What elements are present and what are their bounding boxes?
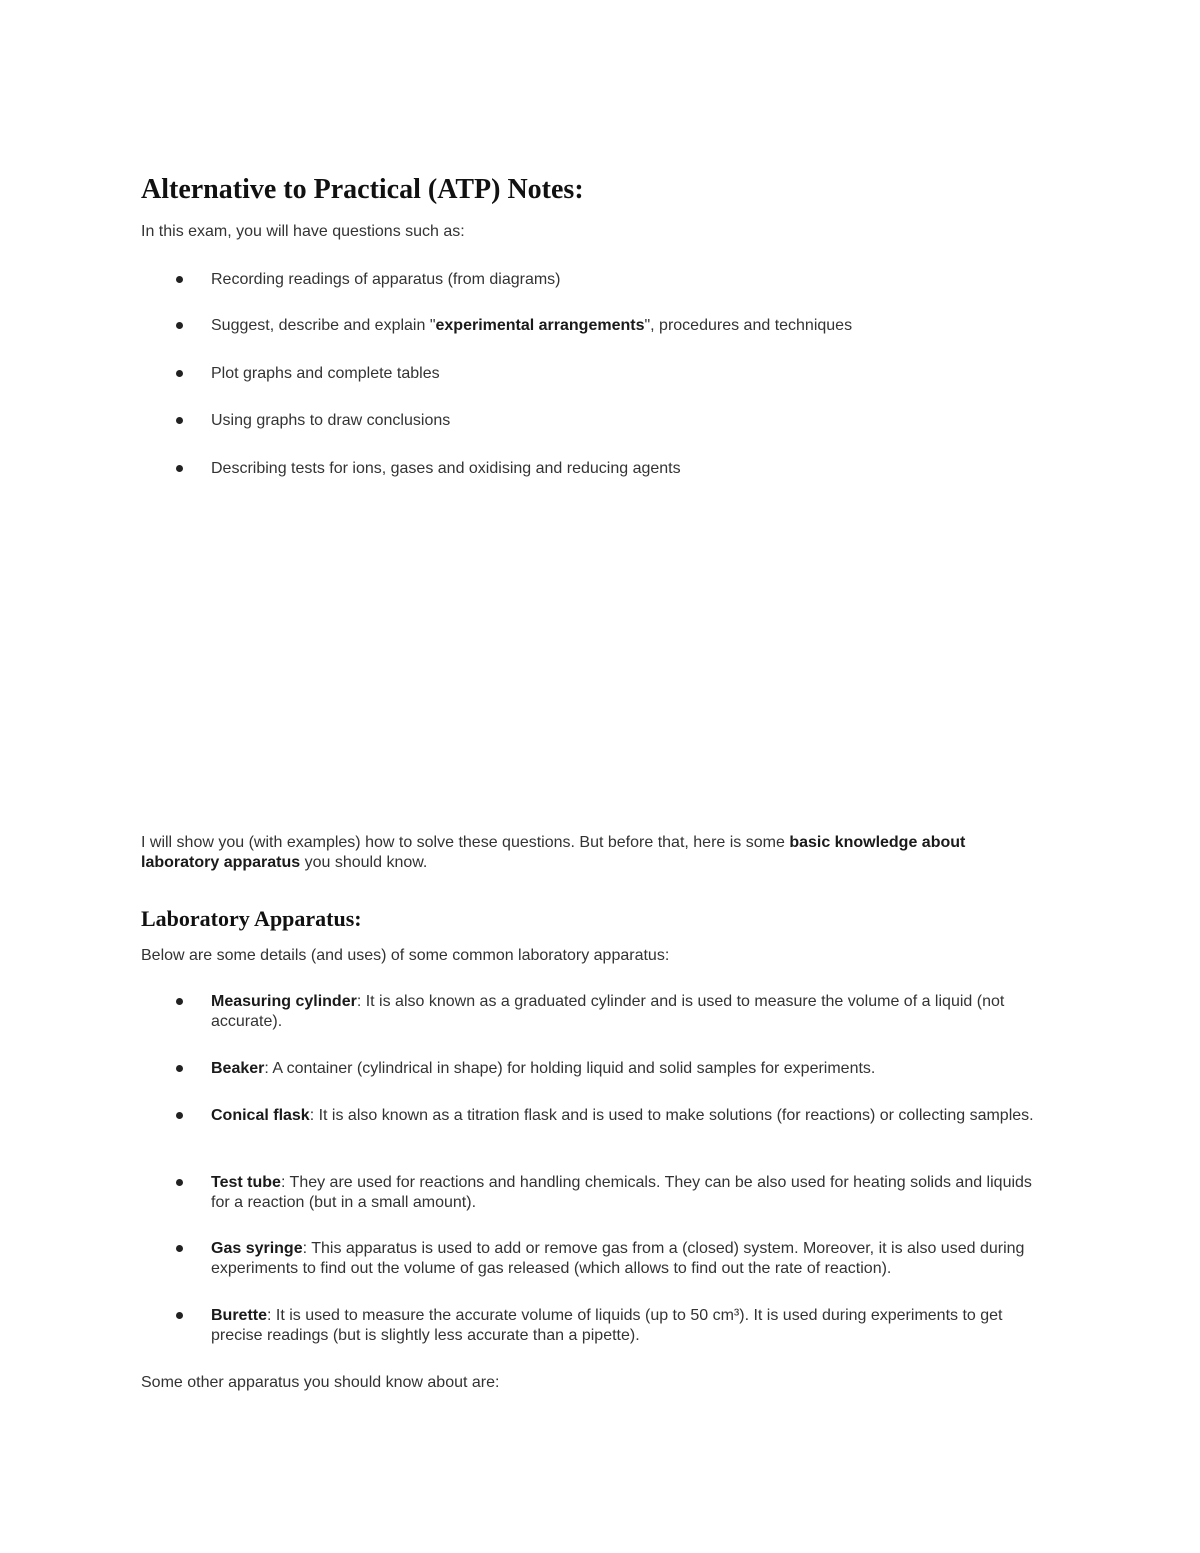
list-item-text: Recording readings of apparatus (from diagrams) bbox=[211, 271, 561, 288]
bullet-icon bbox=[176, 998, 183, 1005]
bullet-icon bbox=[176, 1112, 183, 1119]
bullet-icon bbox=[176, 1065, 183, 1072]
bullet-icon bbox=[176, 465, 183, 472]
bullet-icon bbox=[176, 276, 183, 283]
closing-text: Some other apparatus you should know about are: bbox=[141, 1374, 500, 1391]
list-item-text: Suggest, describe and explain "experimental arrangements", procedures and techniques bbox=[211, 317, 853, 334]
bullet-icon bbox=[176, 417, 183, 424]
bullet-icon bbox=[176, 1179, 183, 1186]
bullet-icon bbox=[176, 322, 183, 329]
list-item-text: Measuring cylinder: It is also known as a graduated cylinder and is used to measure the volume of a liquid (not accurate). bbox=[211, 993, 1005, 1030]
transition-text: I will show you (with examples) how to solve these questions. But before that, here is some basic knowledge about laboratory apparatus you should know. bbox=[141, 834, 966, 871]
bullet-icon bbox=[176, 1245, 183, 1252]
lab-intro-text: Below are some details (and uses) of some common laboratory apparatus: bbox=[141, 947, 670, 964]
section-heading-lab-apparatus: Laboratory Apparatus: bbox=[141, 906, 362, 931]
bullet-icon bbox=[176, 370, 183, 377]
list-item-text: Burette: It is used to measure the accurate volume of liquids (up to 50 cm³). It is used during experiments to get precise readings (but is slightly less accurate than a pipette). bbox=[211, 1307, 1003, 1344]
list-item-text: Beaker: A container (cylindrical in shape) for holding liquid and solid samples for experiments. bbox=[211, 1060, 876, 1077]
main-heading: Alternative to Practical (ATP) Notes: bbox=[141, 174, 584, 205]
intro-text: In this exam, you will have questions such as: bbox=[141, 223, 465, 240]
list-item-text: Gas syringe: This apparatus is used to add or remove gas from a (closed) system. Moreover, it is also used during experiments to find out the volume of gas released (which allows to find out the rate of reaction). bbox=[211, 1240, 1025, 1277]
list-item-text: Conical flask: It is also known as a titration flask and is used to make solutions (for reactions) or collecting samples. bbox=[211, 1107, 1034, 1124]
list-item-text: Plot graphs and complete tables bbox=[211, 365, 440, 382]
list-item-text: Test tube: They are used for reactions and handling chemicals. They can be also used for heating solids and liquids for a reaction (but in a small amount). bbox=[211, 1174, 1032, 1211]
list-item-text: Using graphs to draw conclusions bbox=[211, 412, 451, 429]
bullet-icon bbox=[176, 1312, 183, 1319]
list-item-text: Describing tests for ions, gases and oxidising and reducing agents bbox=[211, 460, 681, 477]
